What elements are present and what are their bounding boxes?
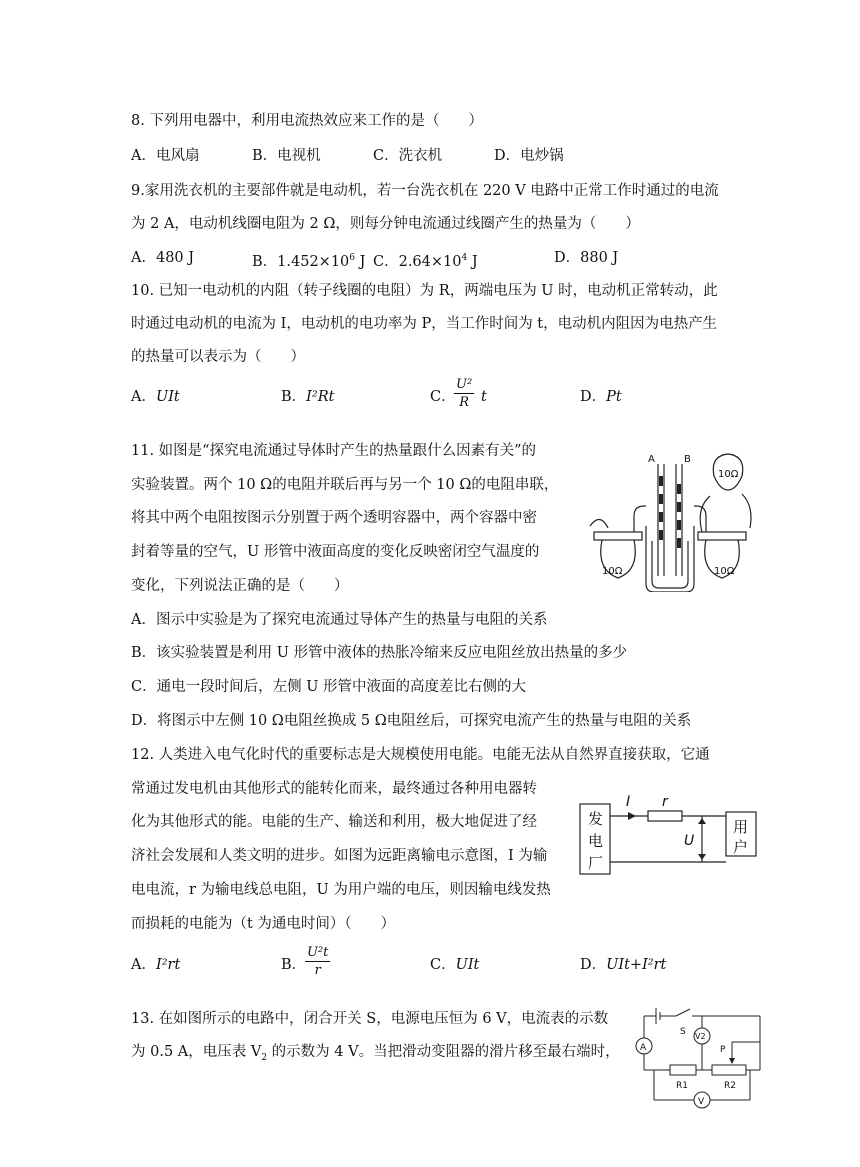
q13-line1: 13. 在如图所示的电路中，闭合开关 S，电源电压恒为 6 V，电流表的示数 [131,1011,609,1027]
q8-option-b: B．电视机 [252,148,321,164]
q12-fig-plant-1: 发 [588,810,604,828]
q12-option-a: A．I²rt [131,957,181,973]
q8-option-d: D．电炒锅 [494,148,564,164]
q12-line4: 济社会发展和人类文明的进步。如图为远距离输电示意图，I 为输 [131,848,548,864]
q12-fig-plant-3: 厂 [588,854,604,872]
q12-fig-current: I [626,794,631,810]
q12-option-d: D．UIt+I²rt [580,957,667,973]
q11-experiment-figure [586,446,756,592]
q12-line2: 常通过发电机由其他形式的能转化而来，最终通过各种用电器转 [131,781,537,797]
q12-fig-plant-2: 电 [588,832,604,850]
q10-option-d: D．Pt [580,389,622,405]
q9-line1: 9.家用洗衣机的主要部件就是电动机，若一台洗衣机在 220 V 电路中正常工作时通过的电流 [131,183,719,199]
q9-option-a: A．480 J [131,250,195,266]
q13-fig-voltmeter: V [698,1097,705,1107]
q11-option-c: C．通电一段时间后，左侧 U 形管中液面的高度差比右侧的大 [131,679,527,695]
q13-fig-r2: R2 [724,1081,736,1091]
q11-option-a: A．图示中实验是为了探究电流通过导体产生的热量与电阻的关系 [131,612,548,628]
q12-fig-voltage: U [684,833,695,849]
q11-fig-resistor-top: 10Ω [718,469,739,480]
q10-option-b: B．I²Rt [281,389,335,405]
q11-fig-resistor-left: 10Ω [602,566,623,577]
q11-fig-resistor-right: 10Ω [714,566,735,577]
q10-line1: 10. 已知一电动机的内阻（转子线圈的电阻）为 R，两端电压为 U 时，电动机正常转动，此 [131,283,718,299]
q9-line2: 为 2 A，电动机线圈电阻为 2 Ω，则每分钟电流通过线圈产生的热量为（ ） [131,216,640,232]
q13-fig-switch: S [680,1027,686,1037]
q11-fig-label-b: B [684,454,691,465]
q13-line2: 为 0.5 A，电压表 $V_2$ 的示数为 4 V。当把滑动变阻器的滑片移至最右端时， [131,1044,620,1063]
q12-fig-user-1: 用 [733,818,749,836]
q12-fig-user-2: 户 [733,838,749,856]
q12-line6: 而损耗的电能为（t 为通电时间）（ ） [131,916,396,932]
q8-option-a: A．电风扇 [131,148,200,164]
q13-circuit-figure [632,1004,764,1114]
q13-fig-slider: P [720,1045,726,1055]
q10-option-c-label: C． [430,389,456,405]
q9-option-c: C．$2.64\times 10^4$ J [373,253,478,270]
q10-option-a: A．UIt [131,389,180,405]
q10-option-c-fraction: $\frac{\text{U²}}{R}$ [456,377,473,410]
q13-fig-ammeter: A [640,1043,647,1053]
q12-line3: 化为其他形式的能。电能的生产、输送和利用，极大地促进了经 [131,814,537,830]
q12-line5: 电电流，r 为输电线总电阻，U 为用户端的电压，则因输电线发热 [131,882,551,898]
q9-option-d: D．880 J [554,250,619,266]
q9-option-b: B．$1.452\times 10^6$ J [252,253,366,270]
q8-option-c: C．洗衣机 [373,148,443,164]
q12-fig-resistance: r [662,794,668,810]
q13-fig-r1: R1 [676,1081,688,1091]
q12-transmission-figure [576,790,762,886]
q11-fig-label-a: A [648,454,655,465]
q10-line2: 时通过电动机的电流为 I，电动机的电功率为 P，当工作时间为 t，电动机内阻因为电热产生 [131,316,718,332]
q11-line3: 将其中两个电阻按图示分别置于两个透明容器中，两个容器中密 [131,510,537,526]
q11-line2: 实验装置。两个 10 Ω的电阻并联后再与另一个 10 Ω的电阻串联， [131,477,559,493]
q12-line1: 12. 人类进入电气化时代的重要标志是大规模使用电能。电能无法从自然界直接获取，它通 [131,747,710,763]
q11-line1: 11. 如图是“探究电流通过导体时产生的热量跟什么因素有关”的 [131,443,536,459]
q10-line3: 的热量可以表示为（ ） [131,349,305,365]
q11-line5: 变化，下列说法正确的是（ ） [131,578,349,594]
q8-stem: 8. 下列用电器中，利用电流热效应来工作的是（ ） [131,113,483,129]
q11-option-d: D．将图示中左侧 10 Ω电阻丝换成 5 Ω电阻丝后，可探究电流产生的热量与电阻的关系 [131,713,692,729]
q10-option-c-t: t [481,389,487,405]
q12-option-c: C．UIt [430,957,480,973]
q12-option-b-label: B． [281,957,307,973]
q11-option-b: B．该实验装置是利用 U 形管中液体的热胀冷缩来反应电阻丝放出热量的多少 [131,645,628,661]
q12-option-b-fraction: $\frac{\text{U²t}}{r}$ [307,945,329,978]
q13-fig-voltmeter-v2: V2 [695,1032,706,1041]
q11-line4: 封着等量的空气，U 形管中液面高度的变化反映密闭空气温度的 [131,544,540,560]
